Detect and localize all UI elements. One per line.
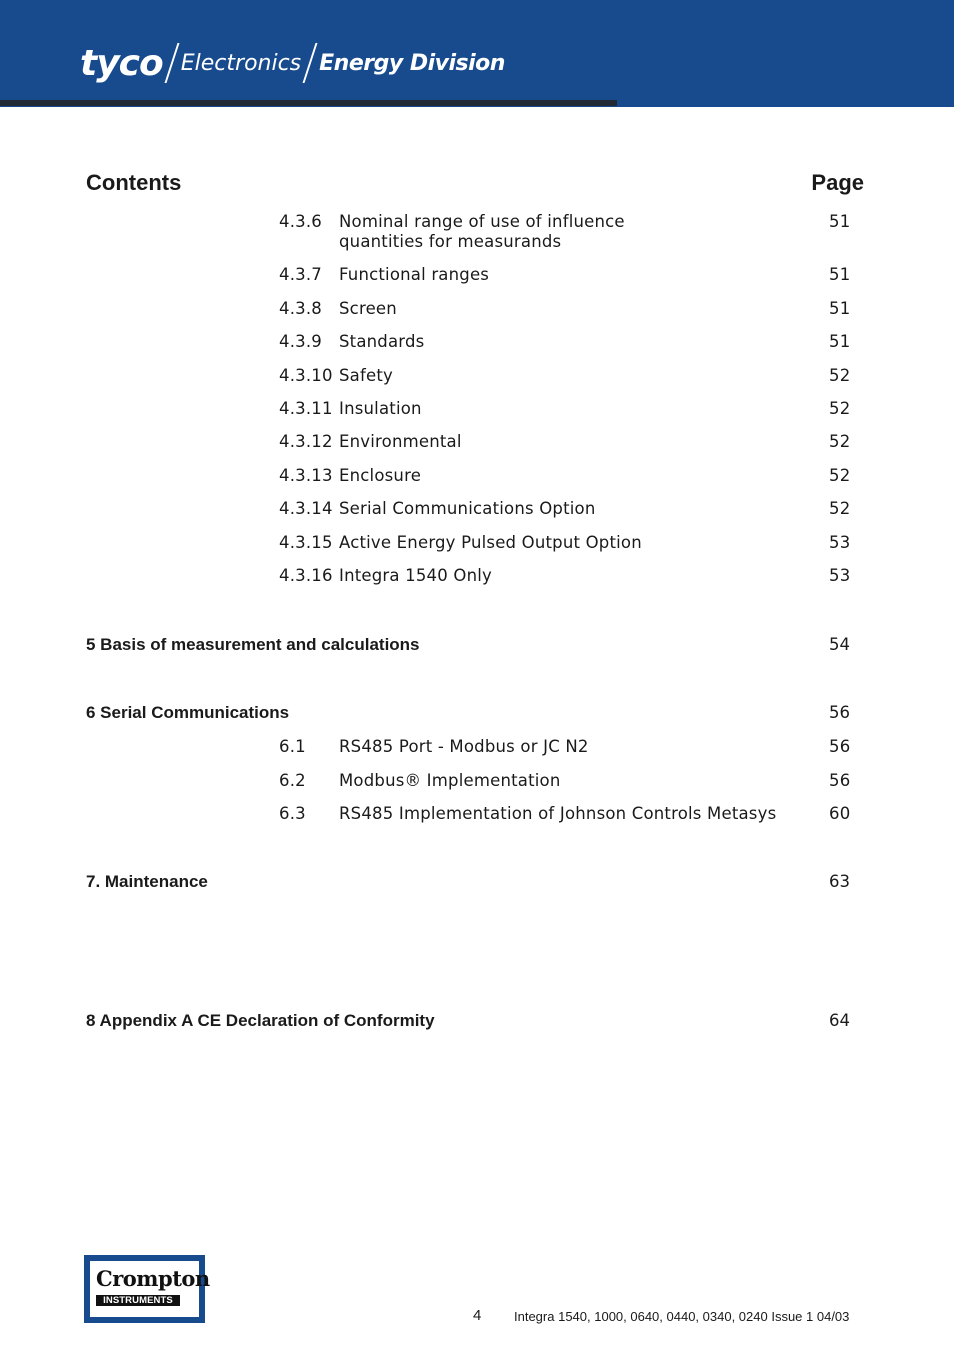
crompton-logo-panel — [90, 1261, 210, 1317]
entry-page: 53 — [829, 533, 851, 552]
entry-number: 4.3.6 — [279, 212, 322, 231]
entry-title: Active Energy Pulsed Output Option — [339, 533, 642, 552]
section-page: 56 — [829, 703, 850, 722]
crompton-logo-sub: INSTRUMENTS — [96, 1295, 180, 1306]
logo-divider — [303, 43, 318, 83]
entry-number: 4.3.10 — [279, 366, 333, 385]
section-page: 63 — [829, 872, 850, 891]
entry-number: 4.3.8 — [279, 299, 322, 318]
entry-number: 6.3 — [279, 804, 306, 823]
logo-divider — [164, 43, 179, 83]
entry-page: 51 — [829, 265, 851, 284]
entry-title — [339, 212, 809, 252]
entry-page: 60 — [829, 804, 851, 823]
entry-page: 56 — [829, 771, 851, 790]
entry-page: 52 — [829, 466, 851, 485]
header-band — [0, 0, 954, 107]
entry-title: Insulation — [339, 399, 422, 418]
entry-title-line2: quantities for measurands — [339, 232, 562, 251]
section-title: 7. Maintenance — [86, 872, 208, 891]
section-page: 64 — [829, 1011, 850, 1030]
entry-page: 56 — [829, 737, 851, 756]
entry-title: Functional ranges — [339, 265, 490, 284]
entry-title: Serial Communications Option — [339, 499, 596, 518]
document-info: Integra 1540, 1000, 0640, 0440, 0340, 0240 Issue 1 04/03 — [514, 1309, 850, 1324]
entry-title-line1: Nominal range of use of influence — [339, 212, 625, 231]
entry-title: RS485 Port - Modbus or JC N2 — [339, 737, 589, 756]
crompton-logo-name: Crompton — [96, 1266, 210, 1291]
entry-page: 52 — [829, 366, 851, 385]
entry-number: 4.3.12 — [279, 432, 333, 451]
page-column-heading: Page — [811, 170, 864, 195]
division-electronics: Electronics — [180, 50, 302, 76]
entry-title: Standards — [339, 332, 425, 351]
section-title: 8 Appendix A CE Declaration of Conformity — [86, 1011, 435, 1030]
page-number: 4 — [473, 1307, 482, 1324]
entry-title: RS485 Implementation of Johnson Controls Metasys — [339, 804, 777, 823]
entry-number: 4.3.13 — [279, 466, 333, 485]
entry-title: Enclosure — [339, 466, 422, 485]
entry-title: Integra 1540 Only — [339, 566, 492, 585]
entry-number: 6.2 — [279, 771, 306, 790]
entry-number: 4.3.11 — [279, 399, 333, 418]
entry-number: 4.3.9 — [279, 332, 322, 351]
entry-page: 52 — [829, 432, 851, 451]
entry-page: 51 — [829, 299, 851, 318]
entry-title: Modbus® Implementation — [339, 771, 561, 790]
contents-heading: Contents — [86, 170, 182, 195]
entry-title: Environmental — [339, 432, 462, 451]
tyco-logo — [80, 38, 505, 88]
brand-name: tyco — [80, 42, 163, 84]
section-title: 5 Basis of measurement and calculations — [86, 635, 420, 654]
header-rule — [0, 100, 617, 106]
entry-title: Screen — [339, 299, 397, 318]
entry-page: 53 — [829, 566, 851, 585]
entry-page: 52 — [829, 399, 851, 418]
section-page: 54 — [829, 635, 850, 654]
entry-page: 51 — [829, 332, 851, 351]
section-title: 6 Serial Communications — [86, 703, 290, 722]
entry-number: 4.3.7 — [279, 265, 322, 284]
division-energy: Energy Division — [319, 50, 505, 76]
entry-page: 52 — [829, 499, 851, 518]
entry-number: 6.1 — [279, 737, 306, 756]
entry-page: 51 — [829, 212, 851, 231]
entry-number: 4.3.15 — [279, 533, 333, 552]
crompton-logo — [84, 1255, 210, 1323]
entry-number: 4.3.16 — [279, 566, 333, 585]
entry-title: Safety — [339, 366, 393, 385]
entry-number: 4.3.14 — [279, 499, 333, 518]
